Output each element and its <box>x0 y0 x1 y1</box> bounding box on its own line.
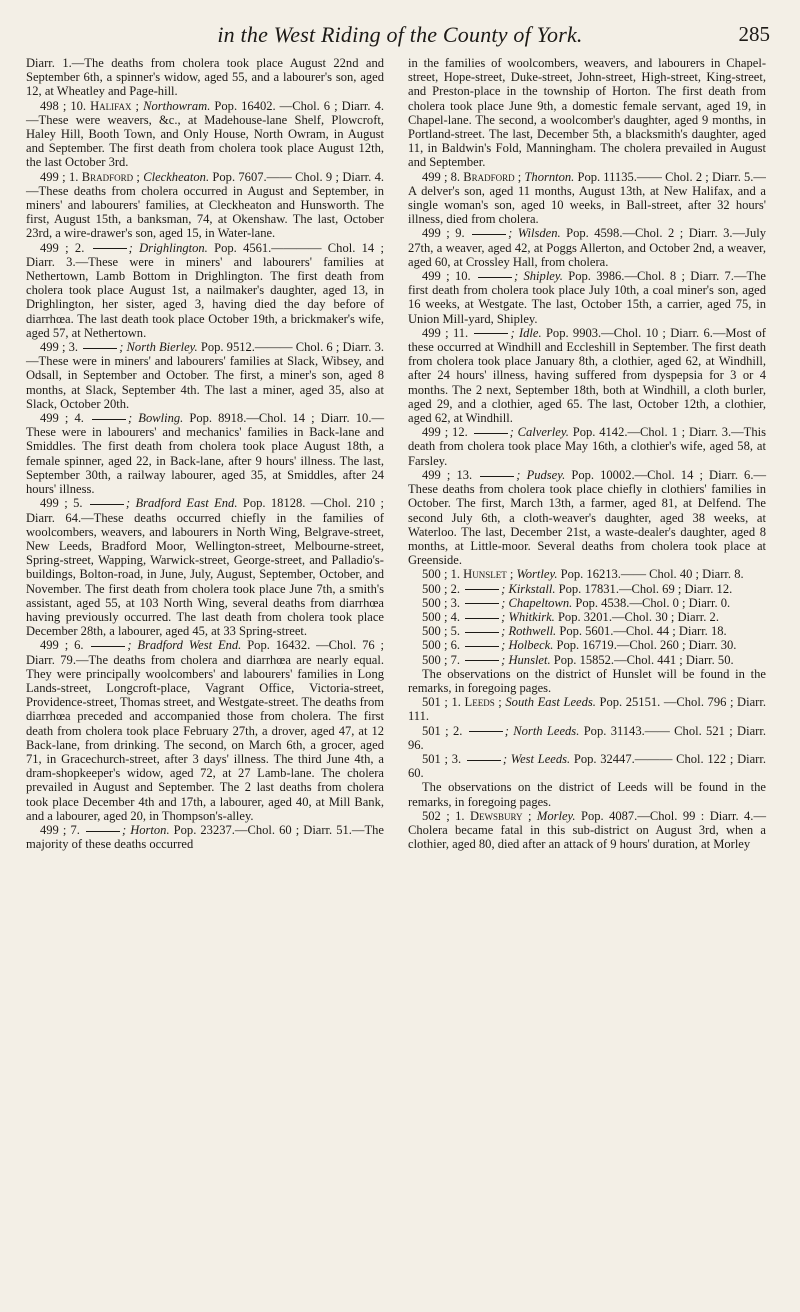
entry-number: 499 ; 6. <box>40 638 90 653</box>
entry-number: 498 ; 10. <box>40 98 91 113</box>
entry-number: 501 ; 3. <box>422 751 465 766</box>
ditto-dash <box>474 433 508 434</box>
entry-number: 501 ; 1. <box>422 695 465 710</box>
entry-number: 499 ; 1. <box>40 169 82 184</box>
entry-number: 499 ; 11. <box>422 325 473 340</box>
subdistrict-name: ; Idle. <box>510 325 546 340</box>
entry-text: Pop. 9903.—Chol. 10 ; Diarr. 6.—Most of these occurred at Windhill and Eccleshill in September. The first death from cholera took place January 8th, a clothier, aged 62, at Windhill, after 24 hours' illness, having suffered from dyspepsia for 3 or 4 months. The 2 next, September 18th, both at Windhill, a cloth burler, aged 29, and a clothier, aged 65. The last, October 12th, a clothier, aged 62, at Windhill. <box>408 325 766 426</box>
subdistrict-name: ; Whitkirk. <box>501 609 558 624</box>
entry-number: 499 ; 12. <box>422 425 472 440</box>
entry-text: Pop. 16719.—Chol. 260 ; Diarr. 30. <box>556 638 737 653</box>
entry-text: Pop. 4538.—Chol. 0 ; Diarr. 0. <box>575 595 731 610</box>
entry-number: 500 ; 1. <box>422 567 464 582</box>
entry-paragraph <box>408 596 766 610</box>
entry-text: Pop. 18128. —Chol. 210 ; Diarr. 64.—These deaths occurred chiefly in the families of woolcombers, weavers, and labourers in North Wing, Belgrave-street, New Leeds, Bradford Moor, Wellington-street, Melbourne-street, Spring-street, Wapping, Warwick-street, George-street, and Palladio's-buildings, Bolton-road, in June, July, August, September, October, and November. The first death from cholera took place June 7th, a smith's assistant, aged 55, at 103 North Wing, several deaths from diarrhœa having previously occurred. The last death from cholera took place December 28th, a labourer, aged 45, at 33 Spring-street. <box>26 496 384 639</box>
entry-paragraph <box>408 56 766 170</box>
ditto-dash <box>90 504 124 505</box>
entry-text: Pop. 31143.—— Chol. 521 ; Diarr. 96. <box>408 723 766 752</box>
entry-paragraph <box>408 667 766 695</box>
entry-paragraph <box>26 340 384 411</box>
page-header <box>26 22 774 50</box>
ditto-dash <box>465 660 499 661</box>
subdistrict-name: ; Drighlington. <box>128 240 215 255</box>
entry-paragraph <box>408 809 766 852</box>
ditto-dash <box>465 632 499 633</box>
entry-text: Pop. 16402. —Chol. 6 ; Diarr. 4.—These were weavers, &c., at Madehouse-lane Shelf, Plowcroft, Haley Hill, Booth Town, and Only House, North Owram, in August and September. The first death from cholera took place August 12th, the last October 3rd. <box>26 98 385 170</box>
ditto-dash <box>93 248 127 249</box>
entry-text: Pop. 23237.—Chol. 60 ; Diarr. 51.—The majority of these deaths occurred <box>26 822 384 852</box>
entry-paragraph <box>26 56 384 99</box>
subdistrict-name: Morley. <box>536 808 581 823</box>
entry-number: 499 ; 13. <box>422 467 479 482</box>
entry-text: Diarr. 1.—The deaths from cholera took place August 22nd and September 6th, a spinner's widow, aged 55, and a labourer's son, aged 12, at Wheatley and Page-hill. <box>26 56 384 99</box>
entry-paragraph <box>408 752 766 780</box>
subdistrict-name: ; Kirkstall. <box>501 581 559 596</box>
ditto-dash <box>480 476 514 477</box>
subdistrict-name: ; Holbeck. <box>501 638 557 653</box>
entry-number: 499 ; 4. <box>40 411 91 426</box>
subdistrict-name: ; North Bierley. <box>119 340 201 355</box>
right-column <box>408 56 766 851</box>
entry-paragraph <box>26 496 384 638</box>
subdistrict-name: ; Wilsden. <box>508 226 567 241</box>
entry-paragraph <box>408 780 766 808</box>
entry-paragraph <box>26 411 384 496</box>
entry-text: Pop. 3986.—Chol. 8 ; Diarr. 7.—The first death from cholera took place July 10th, a coal miner's son, aged 16 weeks, at Westgate. The last, October 15th, a carrier, aged 75, in Union Mill-yard, Shipley. <box>408 269 766 326</box>
subdistrict-name: Thornton. <box>524 169 578 184</box>
entry-text: Pop. 32447.——— Chol. 122 ; Diarr. 60. <box>408 751 766 781</box>
entry-number: 499 ; 2. <box>40 240 91 255</box>
ditto-dash <box>467 760 501 761</box>
entry-number: 502 ; 1. <box>422 808 470 823</box>
district-name: Dewsbury ; <box>469 808 537 823</box>
entry-paragraph <box>408 582 766 596</box>
entry-paragraph <box>408 610 766 624</box>
ditto-dash <box>465 589 499 590</box>
entry-text: in the families of woolcombers, weavers, and labourers in Chapel-street, Hope-street, Duke-street, John-street, High-street, King-street, and Preston-place in the township of Horton. The first death from cholera took place June 9th, a domestic female servant, aged 19, in Chapel-lane. The second, a woolcomber's daughter, aged 9 months, in Portland-street. The last, December 5th, a blacksmith's daughter, aged 11, in Baldwin's Fold, Manningham. The cholera prevailed in August and September. <box>408 56 766 170</box>
entry-number: 500 ; 7. <box>422 652 464 667</box>
subdistrict-name: ; Bradford East End. <box>125 496 243 511</box>
entry-number: 499 ; 3. <box>40 340 82 355</box>
entry-text: Pop. 9512.——— Chol. 6 ; Diarr. 3.—These were in miners' and labourers' families at Slack, Wibsey, and Odsall, in September and October. The first, a miner's son, aged 8 months, at Slack, September 4th. The last a miner, aged 35, also at Slack, October 20th. <box>26 340 384 411</box>
entry-text: Pop. 4561.———— Chol. 14 ; Diarr. 3.—These were in miners' and labourers' families at Nethertown, Lamb Bottom in Drighlington. The first death from cholera took place August 1st, a nailmaker's daughter, aged 13, in Drighlington, her sister, aged 3, having died the day before of diarrhœa. The last death took place October 19th, a brickmaker's wife, aged 57, at Nethertown. <box>26 240 384 340</box>
subdistrict-name: ; Bowling. <box>128 411 190 426</box>
entry-text: Pop. 16213.—— Chol. 40 ; Diarr. 8. <box>560 567 744 582</box>
entry-text: Pop. 7607.—— Chol. 9 ; Diarr. 4.—These deaths from cholera occurred in August and September, in miners' and labourers' families, at Cleckheaton and Hunsworth. The first, August 15th, a banksman, 74, at Okenshaw. The last, October 23rd, a wire-drawer's son, aged 15, in Water-lane. <box>26 169 385 241</box>
subdistrict-name: ; West Leeds. <box>502 751 574 766</box>
subdistrict-name: Cleckheaton. <box>143 169 213 184</box>
left-column <box>26 56 384 851</box>
entry-number: 499 ; 8. <box>422 169 464 184</box>
ditto-dash <box>472 234 506 235</box>
entry-number: 501 ; 2. <box>422 723 467 738</box>
entry-text: Pop. 15852.—Chol. 441 ; Diarr. 50. <box>553 652 734 667</box>
entry-paragraph <box>408 170 766 227</box>
entry-text: The observations on the district of Leeds will be found in the remarks, in foregoing pages. <box>408 780 766 809</box>
subdistrict-name: ; Bradford West End. <box>127 638 248 653</box>
entry-number: 499 ; 7. <box>40 822 84 837</box>
ditto-dash <box>469 731 503 732</box>
subdistrict-name: ; North Leeds. <box>504 723 584 738</box>
entry-paragraph <box>26 241 384 340</box>
entry-text: Pop. 17831.—Chol. 69 ; Diarr. 12. <box>558 581 733 596</box>
entry-paragraph <box>408 226 766 269</box>
subdistrict-name: ; Pudsey. <box>516 467 572 482</box>
ditto-dash <box>474 333 508 334</box>
ditto-dash <box>92 419 126 420</box>
entry-number: 500 ; 5. <box>422 624 464 639</box>
entry-text: Pop. 3201.—Chol. 30 ; Diarr. 2. <box>557 609 719 624</box>
subdistrict-name: ; Horton. <box>121 822 174 837</box>
subdistrict-name: ; Calverley. <box>509 425 573 440</box>
running-title: in the West Riding of the County of York. <box>217 22 583 47</box>
entry-paragraph <box>408 468 766 567</box>
subdistrict-name: ; Hunslet. <box>501 652 554 667</box>
entry-text: Pop. 16432. —Chol. 76 ; Diarr. 79.—The deaths from cholera and diarrhœa are nearly equal. They were principally woolcombers' and labourers' families in Long Lands-street, Longcroft-place, Vagrant Office, Victoria-street, Providence-street, Thomas street, and Westgate-street. The deaths from diarrhœa preceded and accompanied those from cholera. The first death from cholera took place February 27th, a drover, aged 47, at 12 Back-lane, from drinking. The second, on March 6th, a grocer, aged 71, in Gracechurch-street, after 3 days' illness. The third June 4th, a dram-shopkeeper's widow, aged 72, at 27 Lamb-lane. The cholera prevailed in August and September. The 2 last deaths from cholera took place December 4th and 17th, a labourer, aged 40, at Mill Bank, and a labourer, aged 20, in Thompson's-alley. <box>26 638 384 823</box>
entry-text: Pop. 4598.—Chol. 2 ; Diarr. 3.—July 27th, a weaver, aged 42, at Poggs Allerton, and October 2nd, a weaver, aged 60, at Crossley Hall, from cholera. <box>408 226 766 269</box>
subdistrict-name: South East Leeds. <box>505 695 600 710</box>
entry-number: 499 ; 5. <box>40 496 88 511</box>
entry-paragraph <box>26 638 384 823</box>
entry-paragraph <box>26 170 384 241</box>
district-name: Bradford ; <box>463 169 525 184</box>
entry-text: Pop. 4087.—Chol. 99 : Diarr. 4.—Cholera became fatal in this sub-district on August 3rd, when a clothier, aged 80, died after an attack of 9 hours' duration, at Morley <box>408 808 766 852</box>
subdistrict-name: ; Chapeltown. <box>501 595 576 610</box>
entry-number: 499 ; 9. <box>422 226 471 241</box>
entry-paragraph <box>408 695 766 723</box>
entry-number: 499 ; 10. <box>422 269 476 284</box>
entry-paragraph <box>408 326 766 425</box>
subdistrict-name: Wortley. <box>516 567 561 582</box>
entry-number: 500 ; 3. <box>422 595 464 610</box>
entry-paragraph <box>408 724 766 752</box>
district-name: Halifax ; <box>90 98 144 113</box>
district-name: Bradford ; <box>81 169 144 184</box>
entry-text: Pop. 8918.—Chol. 14 ; Diarr. 10.—These were in labourers' and mechanics' families in Back-lane and Smiddles. The first death from cholera took place August 18th, a female spinner, aged 22, in Back-lane, after 9 hours' illness. The last, September 30th, a railway labourer, aged 35, at Smiddles, after 24 hours' illness. <box>26 411 384 497</box>
entry-paragraph <box>408 638 766 652</box>
district-name: Leeds ; <box>464 695 506 710</box>
district-name: Hunslet ; <box>463 567 517 582</box>
entry-paragraph <box>408 567 766 581</box>
entry-paragraph <box>408 269 766 326</box>
subdistrict-name: ; Rothwell. <box>501 624 560 639</box>
entry-number: 500 ; 6. <box>422 638 464 653</box>
subdistrict-name: Northowram. <box>143 98 215 113</box>
entry-text: Pop. 4142.—Chol. 1 ; Diarr. 3.—This death from cholera took place May 16th, a clothier's wife, aged 58, at Farsley. <box>408 425 766 468</box>
entry-paragraph <box>408 425 766 468</box>
ditto-dash <box>478 277 512 278</box>
ditto-dash <box>83 348 117 349</box>
ditto-dash <box>465 603 499 604</box>
entry-text: Pop. 5601.—Chol. 44 ; Diarr. 18. <box>559 624 727 639</box>
entry-paragraph <box>408 624 766 638</box>
entry-text: Pop. 25151. —Chol. 796 ; Diarr. 111. <box>408 695 766 724</box>
entry-number: 500 ; 4. <box>422 609 464 624</box>
page-number: 285 <box>738 22 770 46</box>
entry-number: 500 ; 2. <box>422 581 464 596</box>
ditto-dash <box>465 618 499 619</box>
entry-text: Pop. 11135.—— Chol. 2 ; Diarr. 5.—A delver's son, aged 11 months, August 13th, at New Halifax, and a single woman's son, aged 10 weeks, in Ball-street, after 32 hours' illness, died from cholera. <box>408 169 766 227</box>
ditto-dash <box>465 646 499 647</box>
entry-text: Pop. 10002.—Chol. 14 ; Diarr. 6.—These deaths from cholera took place chiefly in clothiers' families in October. The first, March 13th, a farmer, aged 81, at Delfend. The second July 6th, a cloth-weaver's daughter, aged 38 weeks, at Waterloo. The last, December 21st, a waste-dealer's daughter, aged 8 months, at Little-moor. Several deaths from cholera took place at Greenside. <box>408 467 767 568</box>
ditto-dash <box>86 831 120 832</box>
entry-text: The observations on the district of Hunslet will be found in the remarks, in foregoing pages. <box>408 666 766 695</box>
subdistrict-name: ; Shipley. <box>514 269 569 284</box>
entry-paragraph <box>26 823 384 851</box>
entry-paragraph <box>408 653 766 667</box>
ditto-dash <box>91 646 125 647</box>
entry-paragraph <box>26 99 384 170</box>
